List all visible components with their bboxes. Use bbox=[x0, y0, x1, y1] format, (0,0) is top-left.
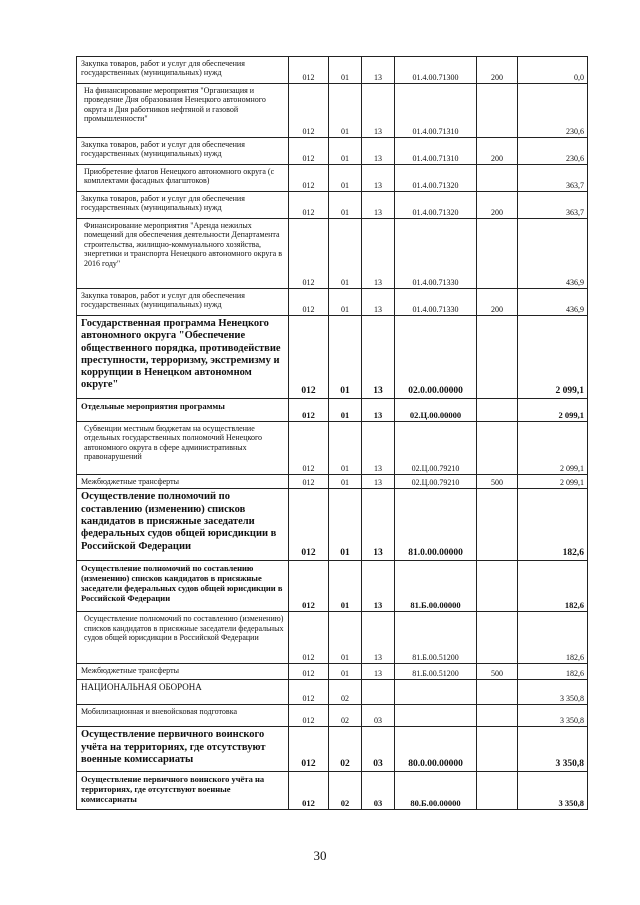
row-name: Закупка товаров, работ и услуг для обеспечения государственных (муниципальных) нужд bbox=[77, 289, 289, 316]
row-name: НАЦИОНАЛЬНАЯ ОБОРОНА bbox=[77, 680, 289, 705]
amount: 230,6 bbox=[518, 138, 588, 165]
target-article-code: 01.4.00.71320 bbox=[395, 192, 477, 219]
table-row bbox=[77, 489, 588, 561]
target-article-code: 01.4.00.71300 bbox=[395, 57, 477, 84]
subsection-code: 13 bbox=[362, 664, 395, 680]
row-name: Государственная программа Ненецкого автономного округа "Обеспечение общественного порядка, противодействие преступности, терроризму, экстремизму и коррупции в Ненецком автономном округе" bbox=[77, 316, 289, 399]
ved-code: 012 bbox=[289, 475, 329, 489]
row-name: Отдельные мероприятия программы bbox=[77, 399, 289, 422]
section-code: 01 bbox=[329, 165, 362, 192]
subsection-code: 13 bbox=[362, 489, 395, 561]
section-code: 01 bbox=[329, 475, 362, 489]
row-name: Финансирование мероприятия "Аренда нежилых помещений для обеспечения деятельности Департамента строительства, жилищно-коммунального хозяйства, энергетики и транспорта Ненецкого автономного округа в 2016 году" bbox=[77, 219, 289, 289]
row-name: Мобилизационная и вневойсковая подготовка bbox=[77, 705, 289, 727]
table-row bbox=[77, 192, 588, 219]
expense-type-code: 200 bbox=[477, 57, 518, 84]
amount: 182,6 bbox=[518, 489, 588, 561]
ved-code: 012 bbox=[289, 219, 329, 289]
row-name: Межбюджетные трансферты bbox=[77, 664, 289, 680]
row-name: Субвенции местным бюджетам на осуществление отдельных государственных полномочий Ненецкого автономного округа в сфере административных правонарушений bbox=[77, 422, 289, 475]
expense-type-code bbox=[477, 316, 518, 399]
expense-type-code: 200 bbox=[477, 192, 518, 219]
expense-type-code bbox=[477, 422, 518, 475]
ved-code: 012 bbox=[289, 772, 329, 810]
section-code: 01 bbox=[329, 316, 362, 399]
section-code: 01 bbox=[329, 422, 362, 475]
section-code: 01 bbox=[329, 57, 362, 84]
subsection-code: 13 bbox=[362, 138, 395, 165]
expense-type-code: 200 bbox=[477, 138, 518, 165]
amount: 2 099,1 bbox=[518, 316, 588, 399]
target-article-code bbox=[395, 680, 477, 705]
ved-code: 012 bbox=[289, 680, 329, 705]
table-row bbox=[77, 475, 588, 489]
amount: 3 350,8 bbox=[518, 705, 588, 727]
subsection-code: 03 bbox=[362, 727, 395, 772]
table-row bbox=[77, 612, 588, 664]
table-row bbox=[77, 705, 588, 727]
table-row bbox=[77, 138, 588, 165]
subsection-code: 13 bbox=[362, 165, 395, 192]
expense-type-code: 500 bbox=[477, 475, 518, 489]
row-name: Осуществление первичного воинского учёта на территориях, где отсутствуют военные комиссариаты bbox=[77, 727, 289, 772]
subsection-code: 13 bbox=[362, 316, 395, 399]
table-row bbox=[77, 561, 588, 612]
ved-code: 012 bbox=[289, 192, 329, 219]
table-row bbox=[77, 84, 588, 138]
target-article-code: 81.Б.00.51200 bbox=[395, 612, 477, 664]
table-row bbox=[77, 57, 588, 84]
section-code: 01 bbox=[329, 192, 362, 219]
ved-code: 012 bbox=[289, 138, 329, 165]
row-name: На финансирование мероприятия "Организация и проведение Дня образования Ненецкого автономного округа и Дня работников нефтяной и газовой промышленности" bbox=[77, 84, 289, 138]
target-article-code: 01.4.00.71310 bbox=[395, 138, 477, 165]
subsection-code: 13 bbox=[362, 399, 395, 422]
subsection-code: 13 bbox=[362, 192, 395, 219]
ved-code: 012 bbox=[289, 664, 329, 680]
amount: 3 350,8 bbox=[518, 772, 588, 810]
expense-type-code bbox=[477, 705, 518, 727]
subsection-code: 03 bbox=[362, 772, 395, 810]
section-code: 01 bbox=[329, 612, 362, 664]
table-row bbox=[77, 165, 588, 192]
row-name: Осуществление первичного воинского учёта на территориях, где отсутствуют военные комиссариаты bbox=[77, 772, 289, 810]
amount: 363,7 bbox=[518, 192, 588, 219]
amount: 0,0 bbox=[518, 57, 588, 84]
section-code: 01 bbox=[329, 84, 362, 138]
target-article-code: 80.0.00.00000 bbox=[395, 727, 477, 772]
target-article-code: 81.0.00.00000 bbox=[395, 489, 477, 561]
section-code: 01 bbox=[329, 138, 362, 165]
target-article-code: 02.0.00.00000 bbox=[395, 316, 477, 399]
section-code: 01 bbox=[329, 399, 362, 422]
row-name: Закупка товаров, работ и услуг для обеспечения государственных (муниципальных) нужд bbox=[77, 138, 289, 165]
ved-code: 012 bbox=[289, 612, 329, 664]
expense-type-code bbox=[477, 561, 518, 612]
expense-type-code: 500 bbox=[477, 664, 518, 680]
ved-code: 012 bbox=[289, 57, 329, 84]
budget-table bbox=[76, 56, 588, 810]
amount: 2 099,1 bbox=[518, 422, 588, 475]
expense-type-code bbox=[477, 219, 518, 289]
amount: 2 099,1 bbox=[518, 475, 588, 489]
row-name: Осуществление полномочий по составлению (изменению) списков кандидатов в присяжные заседатели федеральных судов общей юрисдикции в Российской Федерации bbox=[77, 612, 289, 664]
table-row bbox=[77, 772, 588, 810]
subsection-code: 13 bbox=[362, 84, 395, 138]
row-name: Закупка товаров, работ и услуг для обеспечения государственных (муниципальных) нужд bbox=[77, 57, 289, 84]
ved-code: 012 bbox=[289, 561, 329, 612]
ved-code: 012 bbox=[289, 84, 329, 138]
subsection-code: 13 bbox=[362, 289, 395, 316]
amount: 436,9 bbox=[518, 289, 588, 316]
target-article-code: 01.4.00.71330 bbox=[395, 289, 477, 316]
section-code: 01 bbox=[329, 219, 362, 289]
ved-code: 012 bbox=[289, 727, 329, 772]
section-code: 01 bbox=[329, 561, 362, 612]
target-article-code: 02.Ц.00.00000 bbox=[395, 399, 477, 422]
target-article-code: 01.4.00.71330 bbox=[395, 219, 477, 289]
ved-code: 012 bbox=[289, 399, 329, 422]
table-row bbox=[77, 664, 588, 680]
section-code: 01 bbox=[329, 664, 362, 680]
subsection-code: 13 bbox=[362, 57, 395, 84]
amount: 2 099,1 bbox=[518, 399, 588, 422]
target-article-code: 01.4.00.71320 bbox=[395, 165, 477, 192]
page-number: 30 bbox=[313, 848, 327, 863]
amount: 3 350,8 bbox=[518, 680, 588, 705]
expense-type-code bbox=[477, 165, 518, 192]
amount: 3 350,8 bbox=[518, 727, 588, 772]
ved-code: 012 bbox=[289, 705, 329, 727]
expense-type-code bbox=[477, 84, 518, 138]
subsection-code: 03 bbox=[362, 705, 395, 727]
row-name: Осуществление полномочий по составлению (изменению) списков кандидатов в присяжные заседатели федеральных судов общей юрисдикции в Российской Федерации bbox=[77, 489, 289, 561]
table-row bbox=[77, 680, 588, 705]
target-article-code: 02.Ц.00.79210 bbox=[395, 422, 477, 475]
amount: 363,7 bbox=[518, 165, 588, 192]
table-row bbox=[77, 422, 588, 475]
section-code: 01 bbox=[329, 289, 362, 316]
table-row bbox=[77, 399, 588, 422]
subsection-code: 13 bbox=[362, 612, 395, 664]
expense-type-code bbox=[477, 399, 518, 422]
target-article-code: 01.4.00.71310 bbox=[395, 84, 477, 138]
section-code: 02 bbox=[329, 772, 362, 810]
subsection-code bbox=[362, 680, 395, 705]
amount: 182,6 bbox=[518, 561, 588, 612]
row-name: Приобретение флагов Ненецкого автономного округа (с комплектами фасадных флагштоков) bbox=[77, 165, 289, 192]
amount: 230,6 bbox=[518, 84, 588, 138]
expense-type-code bbox=[477, 489, 518, 561]
expense-type-code bbox=[477, 680, 518, 705]
ved-code: 012 bbox=[289, 489, 329, 561]
ved-code: 012 bbox=[289, 316, 329, 399]
subsection-code: 13 bbox=[362, 219, 395, 289]
subsection-code: 13 bbox=[362, 475, 395, 489]
ved-code: 012 bbox=[289, 165, 329, 192]
subsection-code: 13 bbox=[362, 561, 395, 612]
row-name: Закупка товаров, работ и услуг для обеспечения государственных (муниципальных) нужд bbox=[77, 192, 289, 219]
target-article-code: 02.Ц.00.79210 bbox=[395, 475, 477, 489]
table-row bbox=[77, 219, 588, 289]
target-article-code: 80.Б.00.00000 bbox=[395, 772, 477, 810]
expense-type-code: 200 bbox=[477, 289, 518, 316]
section-code: 02 bbox=[329, 727, 362, 772]
table-row bbox=[77, 316, 588, 399]
table-row bbox=[77, 289, 588, 316]
target-article-code: 81.Б.00.00000 bbox=[395, 561, 477, 612]
target-article-code: 81.Б.00.51200 bbox=[395, 664, 477, 680]
amount: 182,6 bbox=[518, 612, 588, 664]
expense-type-code bbox=[477, 727, 518, 772]
expense-type-code bbox=[477, 772, 518, 810]
section-code: 02 bbox=[329, 705, 362, 727]
subsection-code: 13 bbox=[362, 422, 395, 475]
table-row bbox=[77, 727, 588, 772]
amount: 436,9 bbox=[518, 219, 588, 289]
row-name: Межбюджетные трансферты bbox=[77, 475, 289, 489]
section-code: 01 bbox=[329, 489, 362, 561]
ved-code: 012 bbox=[289, 422, 329, 475]
row-name: Осуществление полномочий по составлению (изменению) списков кандидатов в присяжные заседатели федеральных судов общей юрисдикции в Российской Федерации bbox=[77, 561, 289, 612]
ved-code: 012 bbox=[289, 289, 329, 316]
expense-type-code bbox=[477, 612, 518, 664]
amount: 182,6 bbox=[518, 664, 588, 680]
target-article-code bbox=[395, 705, 477, 727]
section-code: 02 bbox=[329, 680, 362, 705]
